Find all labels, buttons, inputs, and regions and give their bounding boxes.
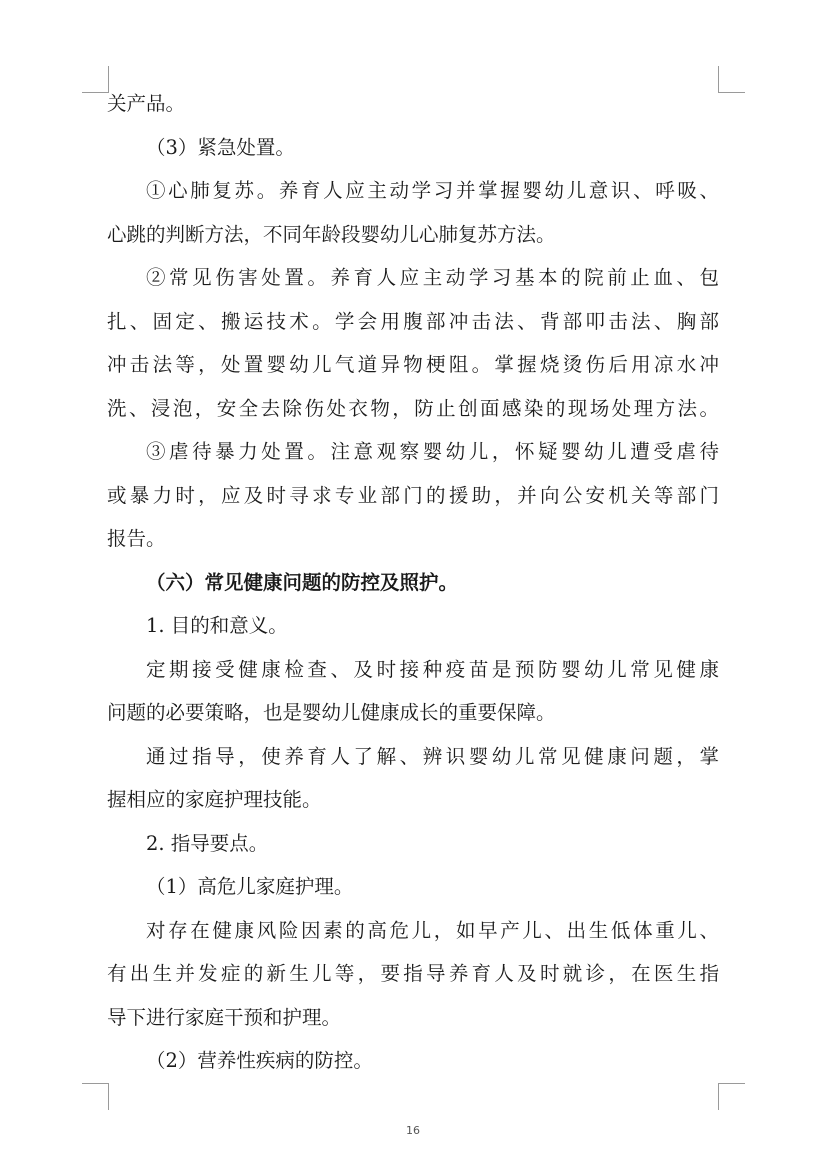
subheading-emergency: （3）紧急处置。 xyxy=(146,135,295,159)
crop-mark-top-right xyxy=(718,66,745,93)
text-line: 或暴力时，应及时寻求专业部门的援助，并向公安机关等部门 xyxy=(107,483,719,507)
subheading-key-points: 2. 指导要点。 xyxy=(146,831,269,855)
text-line: ②常见伤害处置。养育人应主动学习基本的院前止血、包 xyxy=(146,266,719,289)
subheading-nutrition: （2）营养性疾病的防控。 xyxy=(146,1049,373,1072)
section-heading: （六）常见健康问题的防控及照护。 xyxy=(146,570,459,594)
text-line: 心跳的判断方法，不同年龄段婴幼儿心肺复苏方法。 xyxy=(107,222,556,246)
crop-mark-top-left xyxy=(82,66,109,93)
text-line: 对存在健康风险因素的高危儿，如早产儿、出生低体重儿、 xyxy=(146,918,719,942)
subheading-purpose: 1. 目的和意义。 xyxy=(146,614,288,637)
text-line: 定期接受健康检查、及时接种疫苗是预防婴幼儿常见健康 xyxy=(146,657,719,681)
crop-mark-bottom-right xyxy=(718,1083,745,1110)
page-number: 16 xyxy=(406,1124,420,1137)
page-body xyxy=(107,82,719,1083)
text-line: 通过指导，使养育人了解、辨识婴幼儿常见健康问题，掌 xyxy=(146,744,719,768)
text-line: 关产品。 xyxy=(107,92,186,115)
text-line: 导下进行家庭干预和护理。 xyxy=(107,1005,342,1029)
text-line: ③虐待暴力处置。注意观察婴幼儿，怀疑婴幼儿遭受虐待 xyxy=(146,440,719,463)
subheading-high-risk: （1）高危儿家庭护理。 xyxy=(146,875,354,898)
text-line: 报告。 xyxy=(107,527,166,550)
text-line: 扎、固定、搬运技术。学会用腹部冲击法、背部叩击法、胸部 xyxy=(107,309,719,333)
text-line: 洗、浸泡，安全去除伤处衣物，防止创面感染的现场处理方法。 xyxy=(107,396,719,420)
crop-mark-bottom-left xyxy=(82,1083,109,1110)
text-line: 有出生并发症的新生儿等，要指导养育人及时就诊，在医生指 xyxy=(107,962,719,985)
text-line: 冲击法等，处置婴幼儿气道异物梗阻。掌握烧烫伤后用凉水冲 xyxy=(107,353,719,376)
text-line: 握相应的家庭护理技能。 xyxy=(107,788,322,811)
text-line: ①心肺复苏。养育人应主动学习并掌握婴幼儿意识、呼吸、 xyxy=(146,179,719,202)
text-line: 问题的必要策略，也是婴幼儿健康成长的重要保障。 xyxy=(107,701,556,724)
